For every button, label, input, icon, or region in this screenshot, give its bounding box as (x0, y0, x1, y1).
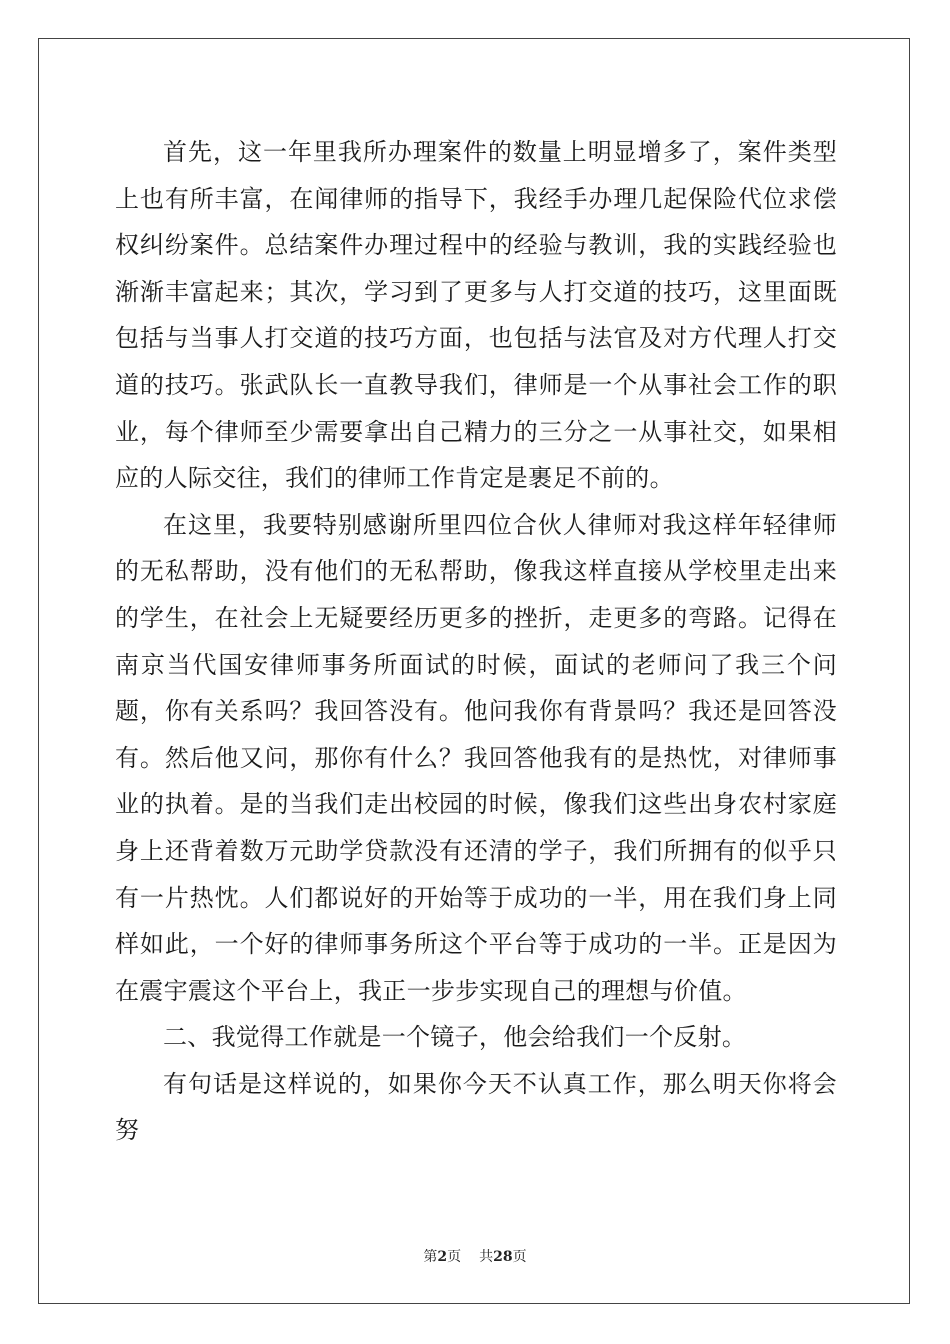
total-unit: 页 (512, 1249, 527, 1265)
paragraph-1: 首先，这一年里我所办理案件的数量上明显增多了，案件类型上也有所丰富，在闻律师的指导下，我经手办理几起保险代位求偿权纠纷案件。总结案件办理过程中的经验与教训，我的实践经验也渐渐丰富起来；其次，学习到了更多与人打交道的技巧，这里面既包括与当事人打交道的技巧方面，也包括与法官及对方代理人打交道的技巧。张武队长一直教导我们，律师是一个从事社会工作的职业，每个律师至少需要拿出自己精力的三分之一从事社交，如果相应的人际交往，我们的律师工作肯定是裹足不前的。 (115, 138, 837, 493)
paragraph-4: 有句话是这样说的，如果你今天不认真工作，那么明天你将会努 (115, 1069, 837, 1145)
page-unit: 页 (447, 1249, 462, 1265)
paragraph-3: 二、我觉得工作就是一个镜子，他会给我们一个反射。 (163, 1023, 747, 1052)
document-body (115, 129, 837, 1154)
page-total: 28 (493, 1249, 513, 1265)
total-prefix: 共 (479, 1249, 494, 1265)
page-footer (0, 1246, 950, 1266)
page-current: 2 (437, 1249, 448, 1265)
paragraph-2: 在这里，我要特别感谢所里四位合伙人律师对我这样年轻律师的无私帮助，没有他们的无私帮助，像我这样直接从学校里走出来的学生，在社会上无疑要经历更多的挫折，走更多的弯路。记得在南京当代国安律师事务所面试的时候，面试的老师问了我三个问题，你有关系吗？我回答没有。他问我你有背景吗？我还是回答没有。然后他又问，那你有什么？我回答他我有的是热忱，对律师事业的执着。是的当我们走出校园的时候，像我们这些出身农村家庭身上还背着数万元助学贷款没有还清的学子，我们所拥有的似乎只有一片热忱。人们都说好的开始等于成功的一半，用在我们身上同样如此，一个好的律师事务所这个平台等于成功的一半。正是因为在震宇震这个平台上，我正一步步实现自己的理想与价值。 (115, 510, 837, 1005)
page-prefix: 第 (423, 1249, 438, 1265)
